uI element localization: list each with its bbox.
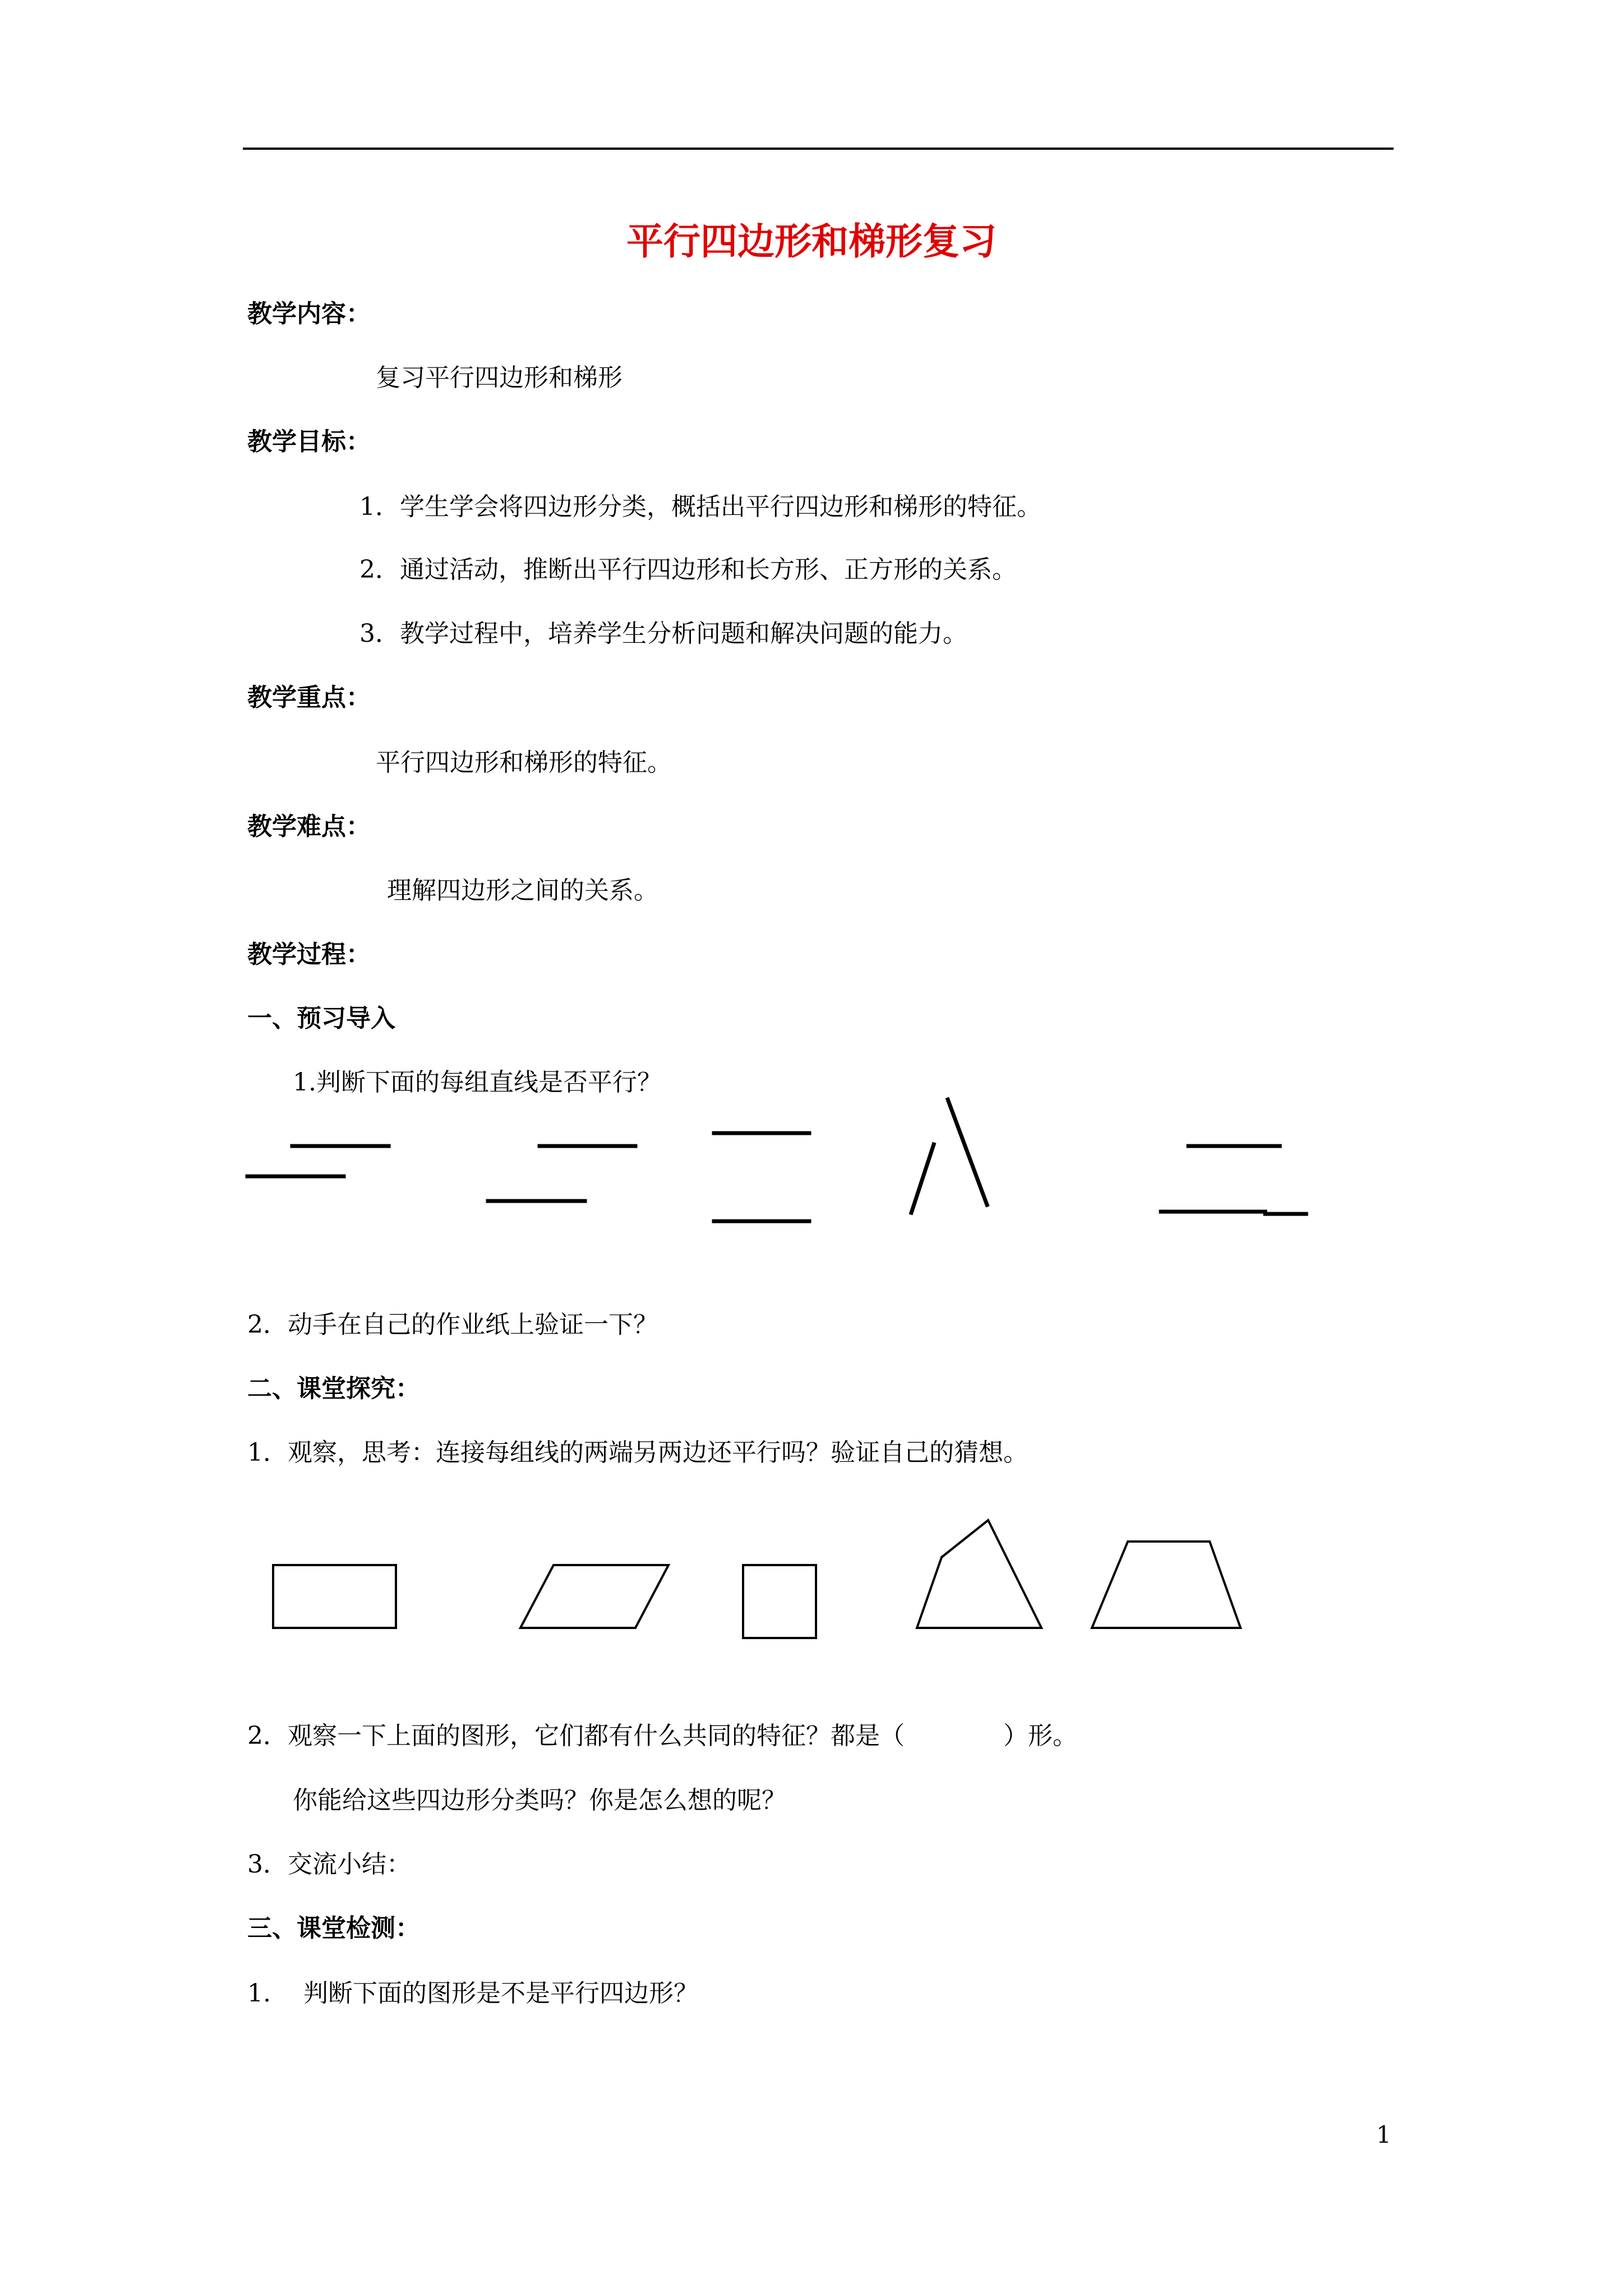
line-pair-offset-icon	[247, 1146, 389, 1176]
section-1-heading: 一、预习导入	[247, 1004, 395, 1033]
content-heading: 教学内容：	[247, 300, 371, 328]
document-title: 平行四边形和梯形复习	[626, 219, 997, 263]
line-pair-uneven-icon	[1161, 1146, 1306, 1214]
line-pair-offset-icon	[488, 1146, 635, 1201]
question-summary: 3．交流小结：	[247, 1850, 411, 1879]
difficulty-text: 理解四边形之间的关系。	[387, 876, 658, 905]
question-judge-parallelogram: 判断下面的图形是不是平行四边形？	[303, 1979, 698, 2008]
quadrilaterals-figure	[0, 1503, 1623, 1638]
line-pair-slanted-icon	[911, 1099, 987, 1213]
question-observe-think: 1．观察，思考：连接每组线的两端另两边还平行吗？验证自己的猜想。	[247, 1438, 1028, 1467]
page-number: 1	[1376, 2121, 1391, 2148]
key-point-text: 平行四边形和梯形的特征。	[376, 748, 672, 777]
content-text: 复习平行四边形和梯形	[376, 364, 623, 392]
goal-item: 2．通过活动，推断出平行四边形和长方形、正方形的关系。	[359, 555, 1017, 584]
trapezoid-icon	[1092, 1542, 1241, 1628]
difficulty-heading: 教学难点：	[247, 812, 371, 841]
goal-item: 3．教学过程中，培养学生分析问题和解决问题的能力。	[359, 619, 967, 648]
question-parallel-lines: 1.判断下面的每组直线是否平行？	[293, 1068, 662, 1097]
process-heading: 教学过程：	[247, 940, 371, 969]
section-2-heading: 二、课堂探究：	[247, 1374, 420, 1403]
header-rule	[243, 148, 1394, 150]
parallelogram-icon	[520, 1565, 668, 1628]
question-verify: 2．动手在自己的作业纸上验证一下？	[247, 1310, 658, 1339]
parallel-lines-figure	[0, 1083, 1623, 1228]
irregular-quadrilateral-icon	[917, 1520, 1041, 1628]
question-classify: 你能给这些四边形分类吗？你是怎么想的呢？	[293, 1786, 786, 1815]
square-icon	[743, 1565, 816, 1638]
goals-heading: 教学目标：	[247, 427, 371, 456]
rectangle-icon	[273, 1565, 396, 1628]
goal-item: 1．学生学会将四边形分类，概括出平行四边形和梯形的特征。	[359, 493, 1041, 521]
section-3-heading: 三、课堂检测：	[247, 1914, 420, 1943]
question-common-features: 2．观察一下上面的图形，它们都有什么共同的特征？都是（ ）形。	[247, 1722, 1077, 1750]
line-pair-aligned-icon	[714, 1133, 809, 1221]
key-point-heading: 教学重点：	[247, 683, 371, 712]
question-number: 1.	[247, 1979, 271, 2008]
